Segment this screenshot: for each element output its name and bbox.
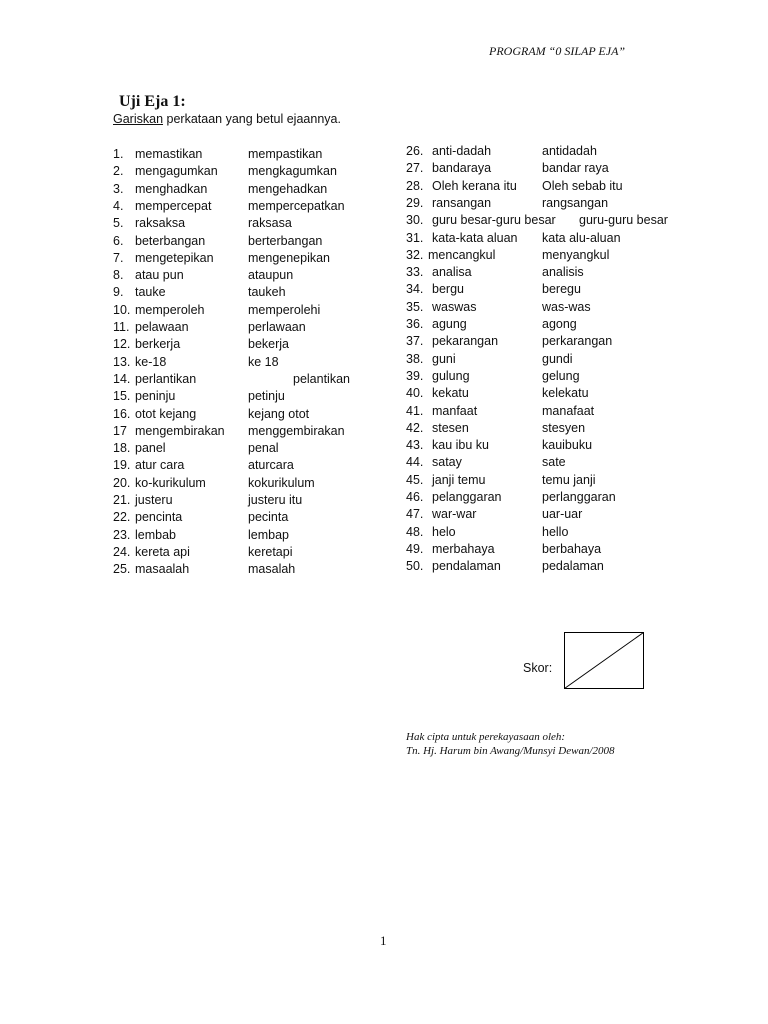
item-number: 15. bbox=[113, 389, 131, 404]
list-item bbox=[113, 371, 383, 388]
word-option-a[interactable]: atur cara bbox=[135, 458, 185, 473]
word-option-b[interactable]: menggembirakan bbox=[248, 423, 345, 438]
item-number: 50. bbox=[406, 559, 424, 574]
word-option-a[interactable]: kekatu bbox=[432, 386, 469, 401]
word-option-a[interactable]: bergu bbox=[432, 282, 464, 297]
word-option-a[interactable]: kereta api bbox=[135, 544, 190, 559]
word-option-a[interactable]: menghadkan bbox=[135, 181, 208, 196]
item-number: 40. bbox=[406, 386, 424, 401]
copyright-note bbox=[406, 730, 615, 758]
word-option-a[interactable]: mengagumkan bbox=[135, 164, 218, 179]
word-option-a[interactable]: pekarangan bbox=[432, 334, 499, 349]
word-option-a[interactable]: pelanggaran bbox=[432, 490, 502, 504]
word-option-b[interactable]: kelekatu bbox=[542, 386, 589, 401]
word-option-b[interactable]: ataupun bbox=[248, 268, 294, 283]
item-number: 2. bbox=[113, 164, 124, 179]
list-item bbox=[113, 527, 383, 544]
list-item bbox=[406, 230, 706, 247]
word-option-b[interactable]: perlawaan bbox=[248, 320, 306, 334]
item-number: 46. bbox=[406, 490, 424, 504]
item-number: 24. bbox=[113, 544, 131, 559]
item-number: 10. bbox=[113, 302, 131, 317]
list-item bbox=[113, 181, 383, 198]
right-word-list bbox=[406, 143, 706, 583]
word-option-b[interactable]: pecinta bbox=[248, 510, 289, 525]
item-number: 12. bbox=[113, 337, 131, 352]
item-number: 9. bbox=[113, 285, 124, 300]
word-option-b[interactable]: kauibuku bbox=[542, 438, 593, 453]
list-item bbox=[113, 440, 383, 457]
item-number: 36. bbox=[406, 317, 424, 331]
word-option-a[interactable]: merbahaya bbox=[432, 541, 495, 556]
word-option-a[interactable]: ransangan bbox=[432, 195, 492, 210]
list-item bbox=[113, 492, 383, 509]
list-item bbox=[113, 198, 383, 215]
word-option-a[interactable]: atau pun bbox=[135, 268, 184, 283]
word-option-a[interactable]: otot kejang bbox=[135, 406, 197, 421]
item-number: 8. bbox=[113, 268, 124, 283]
list-item bbox=[113, 250, 383, 267]
word-option-b[interactable]: perlanggaran bbox=[542, 490, 616, 504]
list-item bbox=[406, 454, 706, 471]
word-option-b[interactable]: raksasa bbox=[248, 216, 292, 231]
list-item bbox=[406, 368, 706, 385]
item-number: 3. bbox=[113, 181, 124, 196]
instruction-underlined: Gariskan bbox=[113, 112, 164, 126]
list-item bbox=[113, 475, 383, 492]
list-item bbox=[406, 541, 706, 558]
item-number: 42. bbox=[406, 420, 424, 435]
word-option-b[interactable]: mempercepatkan bbox=[248, 198, 345, 213]
item-number: 45. bbox=[406, 472, 424, 487]
word-option-b[interactable]: was-was bbox=[542, 299, 591, 314]
word-option-b[interactable]: aturcara bbox=[248, 458, 294, 473]
word-option-b[interactable]: menyangkul bbox=[542, 247, 610, 262]
item-number: 21. bbox=[113, 493, 131, 507]
word-option-a[interactable]: anti-dadah bbox=[432, 144, 492, 158]
word-option-a[interactable]: war-war bbox=[432, 507, 477, 522]
list-item bbox=[113, 215, 383, 232]
word-option-b[interactable]: mengehadkan bbox=[248, 181, 328, 196]
item-number: 28. bbox=[406, 178, 424, 193]
word-option-b[interactable]: Oleh sebab itu bbox=[542, 178, 623, 193]
item-number: 17 bbox=[113, 423, 127, 438]
word-option-b[interactable]: stesyen bbox=[542, 420, 586, 435]
item-number: 5. bbox=[113, 216, 124, 231]
word-option-a[interactable]: guni bbox=[432, 351, 456, 366]
word-option-a[interactable]: ke-18 bbox=[135, 354, 167, 369]
word-option-b[interactable]: analisis bbox=[542, 265, 584, 280]
word-option-a[interactable]: memperoleh bbox=[135, 302, 205, 317]
item-number: 22. bbox=[113, 510, 131, 525]
word-option-b[interactable]: perkarangan bbox=[542, 334, 613, 349]
word-option-a[interactable]: peninju bbox=[135, 389, 176, 404]
word-option-a[interactable]: lembab bbox=[135, 527, 176, 542]
item-number: 20. bbox=[113, 475, 131, 490]
word-option-b[interactable]: antidadah bbox=[542, 144, 597, 158]
word-option-a[interactable]: ko-kurikulum bbox=[135, 475, 206, 490]
program-header: PROGRAM “0 SILAP EJA” bbox=[489, 44, 626, 58]
item-number: 14. bbox=[113, 371, 131, 386]
score-label: Skor: bbox=[523, 661, 553, 675]
list-item bbox=[113, 423, 383, 440]
word-option-b[interactable]: sate bbox=[542, 455, 566, 470]
list-item bbox=[406, 264, 706, 281]
word-option-b[interactable]: bekerja bbox=[248, 337, 289, 352]
list-item bbox=[406, 472, 706, 489]
copyright-line-1: Hak cipta untuk perekayasaan oleh: bbox=[406, 731, 566, 743]
word-option-a[interactable]: justeru bbox=[135, 493, 173, 507]
word-option-b[interactable]: uar-uar bbox=[542, 507, 583, 522]
item-number: 44. bbox=[406, 455, 424, 470]
list-item bbox=[113, 509, 383, 526]
word-option-b[interactable]: kokurikulum bbox=[248, 475, 315, 490]
word-option-a[interactable]: mengetepikan bbox=[135, 250, 214, 265]
word-option-b[interactable]: beregu bbox=[542, 282, 581, 297]
list-item bbox=[113, 354, 383, 371]
item-number: 39. bbox=[406, 368, 424, 383]
word-option-a[interactable]: stesen bbox=[432, 420, 469, 435]
word-option-a[interactable]: guru besar-guru besar bbox=[432, 213, 556, 228]
word-option-a[interactable]: tauke bbox=[135, 285, 166, 300]
word-option-b[interactable]: pelantikan bbox=[293, 371, 350, 386]
list-item bbox=[406, 160, 706, 177]
list-item bbox=[406, 212, 706, 229]
word-option-b[interactable]: penal bbox=[248, 441, 279, 456]
word-option-b[interactable]: justeru itu bbox=[248, 493, 303, 507]
word-option-b[interactable]: agong bbox=[542, 317, 577, 331]
word-option-a[interactable]: berkerja bbox=[135, 337, 181, 352]
word-option-b[interactable]: gundi bbox=[542, 351, 573, 366]
word-option-b[interactable]: guru-guru besar bbox=[579, 213, 668, 228]
word-option-a[interactable]: Oleh kerana itu bbox=[432, 178, 517, 193]
word-option-b[interactable]: keretapi bbox=[248, 544, 293, 559]
list-item bbox=[113, 544, 383, 561]
item-number: 30. bbox=[406, 213, 424, 228]
word-option-a[interactable]: mencangkul bbox=[428, 247, 496, 262]
item-number: 33. bbox=[406, 265, 424, 280]
word-option-a[interactable]: manfaat bbox=[432, 403, 478, 418]
list-item bbox=[406, 195, 706, 212]
word-option-b[interactable]: berterbangan bbox=[248, 233, 323, 248]
word-option-b[interactable]: rangsangan bbox=[542, 195, 609, 210]
word-option-a[interactable]: pelawaan bbox=[135, 320, 189, 334]
word-option-a[interactable]: waswas bbox=[432, 299, 477, 314]
word-option-a[interactable]: agung bbox=[432, 317, 467, 331]
item-number: 32. bbox=[406, 247, 424, 262]
list-item bbox=[113, 233, 383, 250]
word-option-a[interactable]: pendalaman bbox=[432, 559, 501, 574]
list-item bbox=[113, 284, 383, 301]
word-option-b[interactable]: kata alu-aluan bbox=[542, 230, 621, 245]
item-number: 31. bbox=[406, 230, 424, 245]
word-option-b[interactable]: lembap bbox=[248, 527, 289, 542]
word-option-b[interactable]: kejang otot bbox=[248, 406, 310, 421]
item-number: 43. bbox=[406, 438, 424, 453]
list-item bbox=[406, 351, 706, 368]
list-item bbox=[406, 333, 706, 350]
item-number: 34. bbox=[406, 282, 424, 297]
item-number: 47. bbox=[406, 507, 424, 522]
list-item bbox=[113, 388, 383, 405]
word-option-a[interactable]: mempercepat bbox=[135, 198, 212, 213]
list-item bbox=[113, 302, 383, 319]
word-option-b[interactable]: gelung bbox=[542, 368, 580, 383]
list-item bbox=[406, 385, 706, 402]
item-number: 4. bbox=[113, 198, 124, 213]
item-number: 29. bbox=[406, 195, 424, 210]
list-item bbox=[113, 163, 383, 180]
score-box bbox=[564, 632, 644, 689]
word-option-b[interactable]: ke 18 bbox=[248, 354, 279, 369]
item-number: 37. bbox=[406, 334, 424, 349]
item-number: 1. bbox=[113, 147, 124, 161]
item-number: 18. bbox=[113, 441, 131, 456]
list-item bbox=[406, 524, 706, 541]
list-item bbox=[406, 489, 706, 506]
word-option-a[interactable]: janji temu bbox=[432, 472, 486, 487]
list-item bbox=[406, 403, 706, 420]
item-number: 27. bbox=[406, 161, 424, 176]
list-item bbox=[406, 506, 706, 523]
word-option-b[interactable]: petinju bbox=[248, 389, 285, 404]
list-item bbox=[113, 457, 383, 474]
word-option-a[interactable]: satay bbox=[432, 455, 462, 470]
item-number: 16. bbox=[113, 406, 131, 421]
list-item bbox=[406, 247, 706, 264]
word-option-a[interactable]: kau ibu ku bbox=[432, 438, 489, 453]
word-option-b[interactable]: bandar raya bbox=[542, 161, 609, 176]
word-option-a[interactable]: masaalah bbox=[135, 562, 190, 577]
item-number: 26. bbox=[406, 144, 424, 158]
list-item bbox=[113, 146, 383, 163]
item-number: 11. bbox=[113, 320, 130, 334]
word-option-b[interactable]: hello bbox=[542, 524, 569, 539]
word-option-a[interactable]: perlantikan bbox=[135, 371, 197, 386]
word-option-a[interactable]: beterbangan bbox=[135, 233, 206, 248]
word-option-a[interactable]: raksaksa bbox=[135, 216, 186, 231]
word-option-a[interactable]: mengembirakan bbox=[135, 423, 225, 438]
list-item bbox=[406, 299, 706, 316]
list-item bbox=[406, 437, 706, 454]
word-option-b[interactable]: mengkagumkan bbox=[248, 164, 337, 179]
word-option-b[interactable]: taukeh bbox=[248, 285, 286, 300]
item-number: 41. bbox=[406, 403, 424, 418]
list-item bbox=[406, 281, 706, 298]
word-option-b[interactable]: masalah bbox=[248, 562, 296, 577]
item-number: 25. bbox=[113, 562, 131, 577]
word-option-b[interactable]: memperolehi bbox=[248, 302, 321, 317]
word-option-b[interactable]: manafaat bbox=[542, 403, 595, 418]
word-option-a[interactable]: memastikan bbox=[135, 147, 203, 161]
item-number: 19. bbox=[113, 458, 131, 473]
word-option-b[interactable]: berbahaya bbox=[542, 541, 602, 556]
page-number: 1 bbox=[380, 933, 387, 948]
word-option-b[interactable]: mengenepikan bbox=[248, 250, 331, 265]
word-option-b[interactable]: mempastikan bbox=[248, 147, 323, 161]
copyright-line-2: Tn. Hj. Harum bin Awang/Munsyi Dewan/2008 bbox=[406, 745, 615, 757]
item-number: 7. bbox=[113, 250, 124, 265]
list-item bbox=[406, 316, 706, 333]
item-number: 48. bbox=[406, 524, 424, 539]
page-title: Uji Eja 1: bbox=[119, 93, 186, 110]
list-item bbox=[113, 336, 383, 353]
word-option-b[interactable]: pedalaman bbox=[542, 559, 604, 574]
word-option-a[interactable]: bandaraya bbox=[432, 161, 492, 176]
list-item bbox=[406, 178, 706, 195]
item-number: 6. bbox=[113, 233, 124, 248]
list-item bbox=[113, 406, 383, 423]
word-option-a[interactable]: helo bbox=[432, 524, 456, 539]
item-number: 38. bbox=[406, 351, 424, 366]
list-item bbox=[406, 558, 706, 575]
instruction-rest: perkataan yang betul ejaannya. bbox=[163, 112, 341, 126]
list-item bbox=[113, 319, 383, 336]
list-item bbox=[113, 561, 383, 578]
word-option-a[interactable]: pencinta bbox=[135, 510, 183, 525]
left-word-list bbox=[113, 146, 383, 586]
item-number: 35. bbox=[406, 299, 424, 314]
word-option-a[interactable]: panel bbox=[135, 441, 166, 456]
item-number: 13. bbox=[113, 354, 131, 369]
list-item bbox=[113, 267, 383, 284]
word-option-a[interactable]: kata-kata aluan bbox=[432, 230, 518, 245]
list-item bbox=[406, 420, 706, 437]
list-item bbox=[406, 143, 706, 160]
item-number: 23. bbox=[113, 527, 131, 542]
word-option-a[interactable]: analisa bbox=[432, 265, 472, 280]
word-option-a[interactable]: gulung bbox=[432, 368, 470, 383]
item-number: 49. bbox=[406, 541, 424, 556]
word-option-b[interactable]: temu janji bbox=[542, 472, 596, 487]
instruction bbox=[113, 112, 341, 126]
